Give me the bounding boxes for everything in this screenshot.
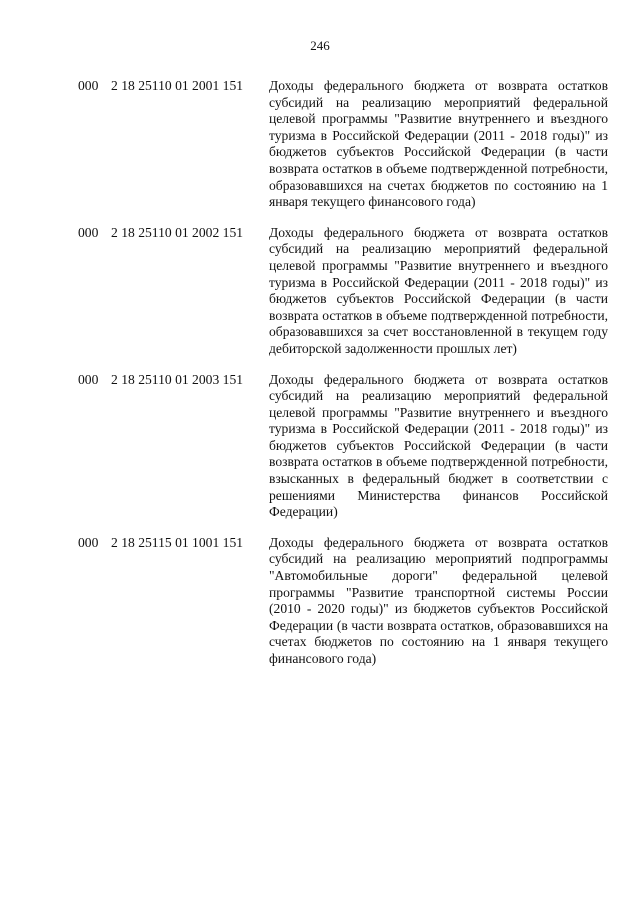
income-description: Доходы федерального бюджета от возврата остатков субсидий на реализацию мероприятий федеральной целевой программы "Развитие внутреннего и въездного туризма в Российской Федерации (2011 - 2018 годы)" из бюджетов субъектов Российской Федерации (в части возврата остатков в объеме подтвержденной потребности, образовавшихся на счетах бюджетов по состоянию на 1 января текущего финансового года) — [269, 78, 608, 210]
classification-code: 2 18 25110 01 2002 151 — [111, 224, 244, 240]
income-description: Доходы федерального бюджета от возврата остатков субсидий на реализацию мероприятий федеральной целевой программы "Развитие внутреннего и въездного туризма в Российской Федерации (2011 - 2018 годы)" из бюджетов субъектов Российской Федерации (в части возврата остатков в объеме подтвержденной потребности, взысканных в федеральный бюджет в соответствии с решениями Министерства финансов Российской Федерации) — [269, 371, 608, 520]
table-row — [78, 535, 608, 668]
page-number: 246 — [310, 38, 330, 53]
budget-code-table — [78, 78, 608, 682]
classification-code: 2 18 25110 01 2001 151 — [111, 78, 244, 93]
income-description: Доходы федерального бюджета от возврата остатков субсидий на реализацию мероприятий федеральной целевой программы "Развитие внутреннего и въездного туризма в Российской Федерации (2011 - 2018 годы)" из бюджетов субъектов Российской Федерации (в части возврата остатков в объеме подтвержденной потребности, образовавшихся за счет восстановленной в текущем году дебиторской задолженности прошлых лет) — [269, 224, 608, 356]
table-row — [78, 78, 608, 211]
table-row — [78, 372, 608, 521]
classification-code: 2 18 25115 01 1001 151 — [111, 534, 244, 550]
administrator-code: 000 — [78, 224, 99, 240]
income-description: Доходы федерального бюджета от возврата остатков субсидий на реализацию мероприятий подпрограммы "Автомобильные дороги" федеральной целевой программы "Развитие транспортной системы России (2010 - 2020 годы)" из бюджетов субъектов Российской Федерации (в части возврата остатков, образовавшихся на счетах бюджетов по состоянию на 1 января текущего финансового года) — [269, 534, 608, 666]
administrator-code: 000 — [78, 78, 99, 93]
classification-code: 2 18 25110 01 2003 151 — [111, 371, 244, 387]
administrator-code: 000 — [78, 371, 99, 387]
administrator-code: 000 — [78, 534, 99, 550]
table-row — [78, 225, 608, 358]
